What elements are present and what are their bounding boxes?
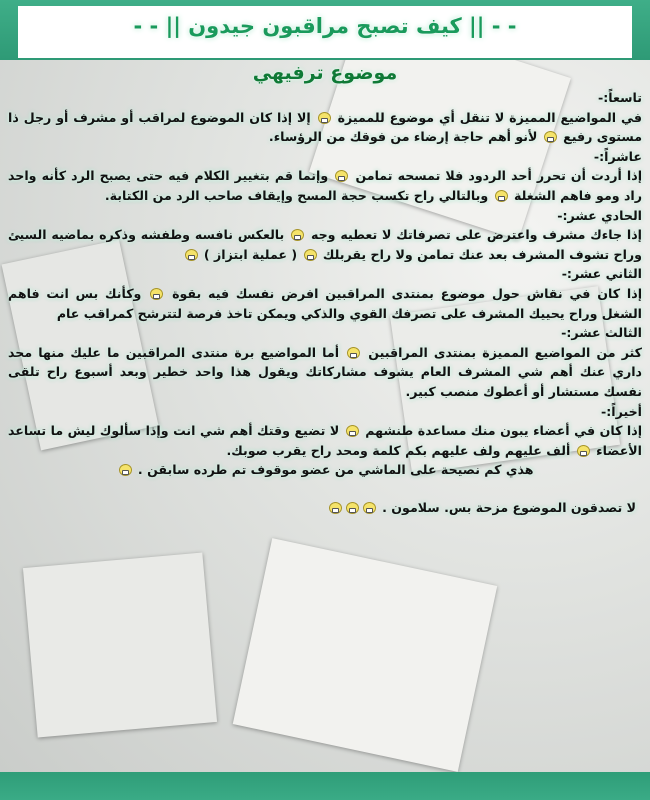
section-heading: عاشراً:-	[593, 148, 642, 164]
grin-smiley-icon	[119, 464, 132, 476]
grin-smiley-icon	[318, 112, 331, 124]
section-heading: الثالث عشر:-	[561, 325, 642, 341]
grin-smiley-icon	[346, 425, 359, 437]
grin-smiley-icon	[150, 288, 163, 300]
grin-smiley-icon	[329, 502, 342, 514]
grin-smiley-icon	[495, 190, 508, 202]
grin-smiley-icon	[335, 170, 348, 182]
grin-smiley-icon	[363, 502, 376, 514]
closing-final: لا تصدقون الموضوع مزحة بس. سلامون .	[8, 498, 642, 518]
section-text: في المواضيع المميزة لا تنقل أي موضوع للمميزة إلا إذا كان الموضوع لمراقب أو مشرف أو رجل ذا مستوى رفيع لأنو أهم حاجة إرضاء من فوقك من الرؤساء.	[8, 109, 642, 145]
grin-smiley-icon	[577, 445, 590, 457]
page-title: - - || كيف تصبح مراقبون جيدون || - -	[133, 14, 517, 38]
grin-smiley-icon	[544, 131, 557, 143]
section-text: كثر من المواضيع المميزة بمنتدى المراقبين أما المواضيع برة منتدى المراقبين ما عليك منها محد داري عنك أهم شي المشرف العام يشوف مشاركاتك ويقول هذا واحد خطير وبعد أسبوع راح تلقى نفسك مستشار أو أعطوك منصب كبير.	[8, 344, 643, 399]
article-body	[8, 88, 642, 760]
section-heading: أخيراً:-	[601, 403, 642, 419]
section-heading: تاسعاً:-	[598, 90, 642, 105]
section-text: إذا جاءك مشرف واعترض على تصرفاتك لا تعطيه وجه بالعكس نافسه وطفشه وذكره بماضيه السيئ وراح تشوف المشرف بعد عنك تمامن ولا راح يقربلك ( عملية ابتزاز )	[8, 227, 642, 262]
closing-advice: هذي كم نصيحة على الماشي من عضو موقوف تم طرده سابقن .	[8, 460, 642, 480]
page-subtitle: موضوع ترفيهي	[252, 62, 398, 84]
bottom-banner	[0, 772, 650, 800]
grin-smiley-icon	[346, 502, 359, 514]
section-text: إذا كان في أعضاء يبون منك مساعدة طنشهم لا تضيع وقتك أهم شي انت وإذا سألوك ليش ما تساعد الأعضاء ألف عليهم ولف عليهم بكم كلمة ومحد راح يقرب صوبك.	[8, 423, 643, 458]
section-text: إذا كان في نقاش حول موضوع بمنتدى المراقبين افرض نفسك فيه بقوة وكأنك بس انت فاهم الشغل وراح يحييك المشرف على تصرفك القوي والذكي ويمكن تاخذ فرصة لتترشح كمراقب عام	[8, 285, 643, 321]
grin-smiley-icon	[185, 249, 198, 261]
section-heading: الحادي عشر:-	[557, 207, 642, 223]
grin-smiley-icon	[347, 347, 360, 359]
section-text: إذا أردت أن تحرر أحد الردود فلا تمسحه تمامن وإنما قم بتغيير الكلام فيه حتى يصبح الرد كأنه واحد راد ومو فاهم الشغلة وبالتالي راح تكسب حجة المسح وإيقاف صاحب الرد من الكتابة.	[8, 168, 643, 203]
grin-smiley-icon	[291, 229, 304, 241]
section-heading: الثاني عشر:-	[561, 266, 642, 282]
grin-smiley-icon	[304, 249, 317, 261]
